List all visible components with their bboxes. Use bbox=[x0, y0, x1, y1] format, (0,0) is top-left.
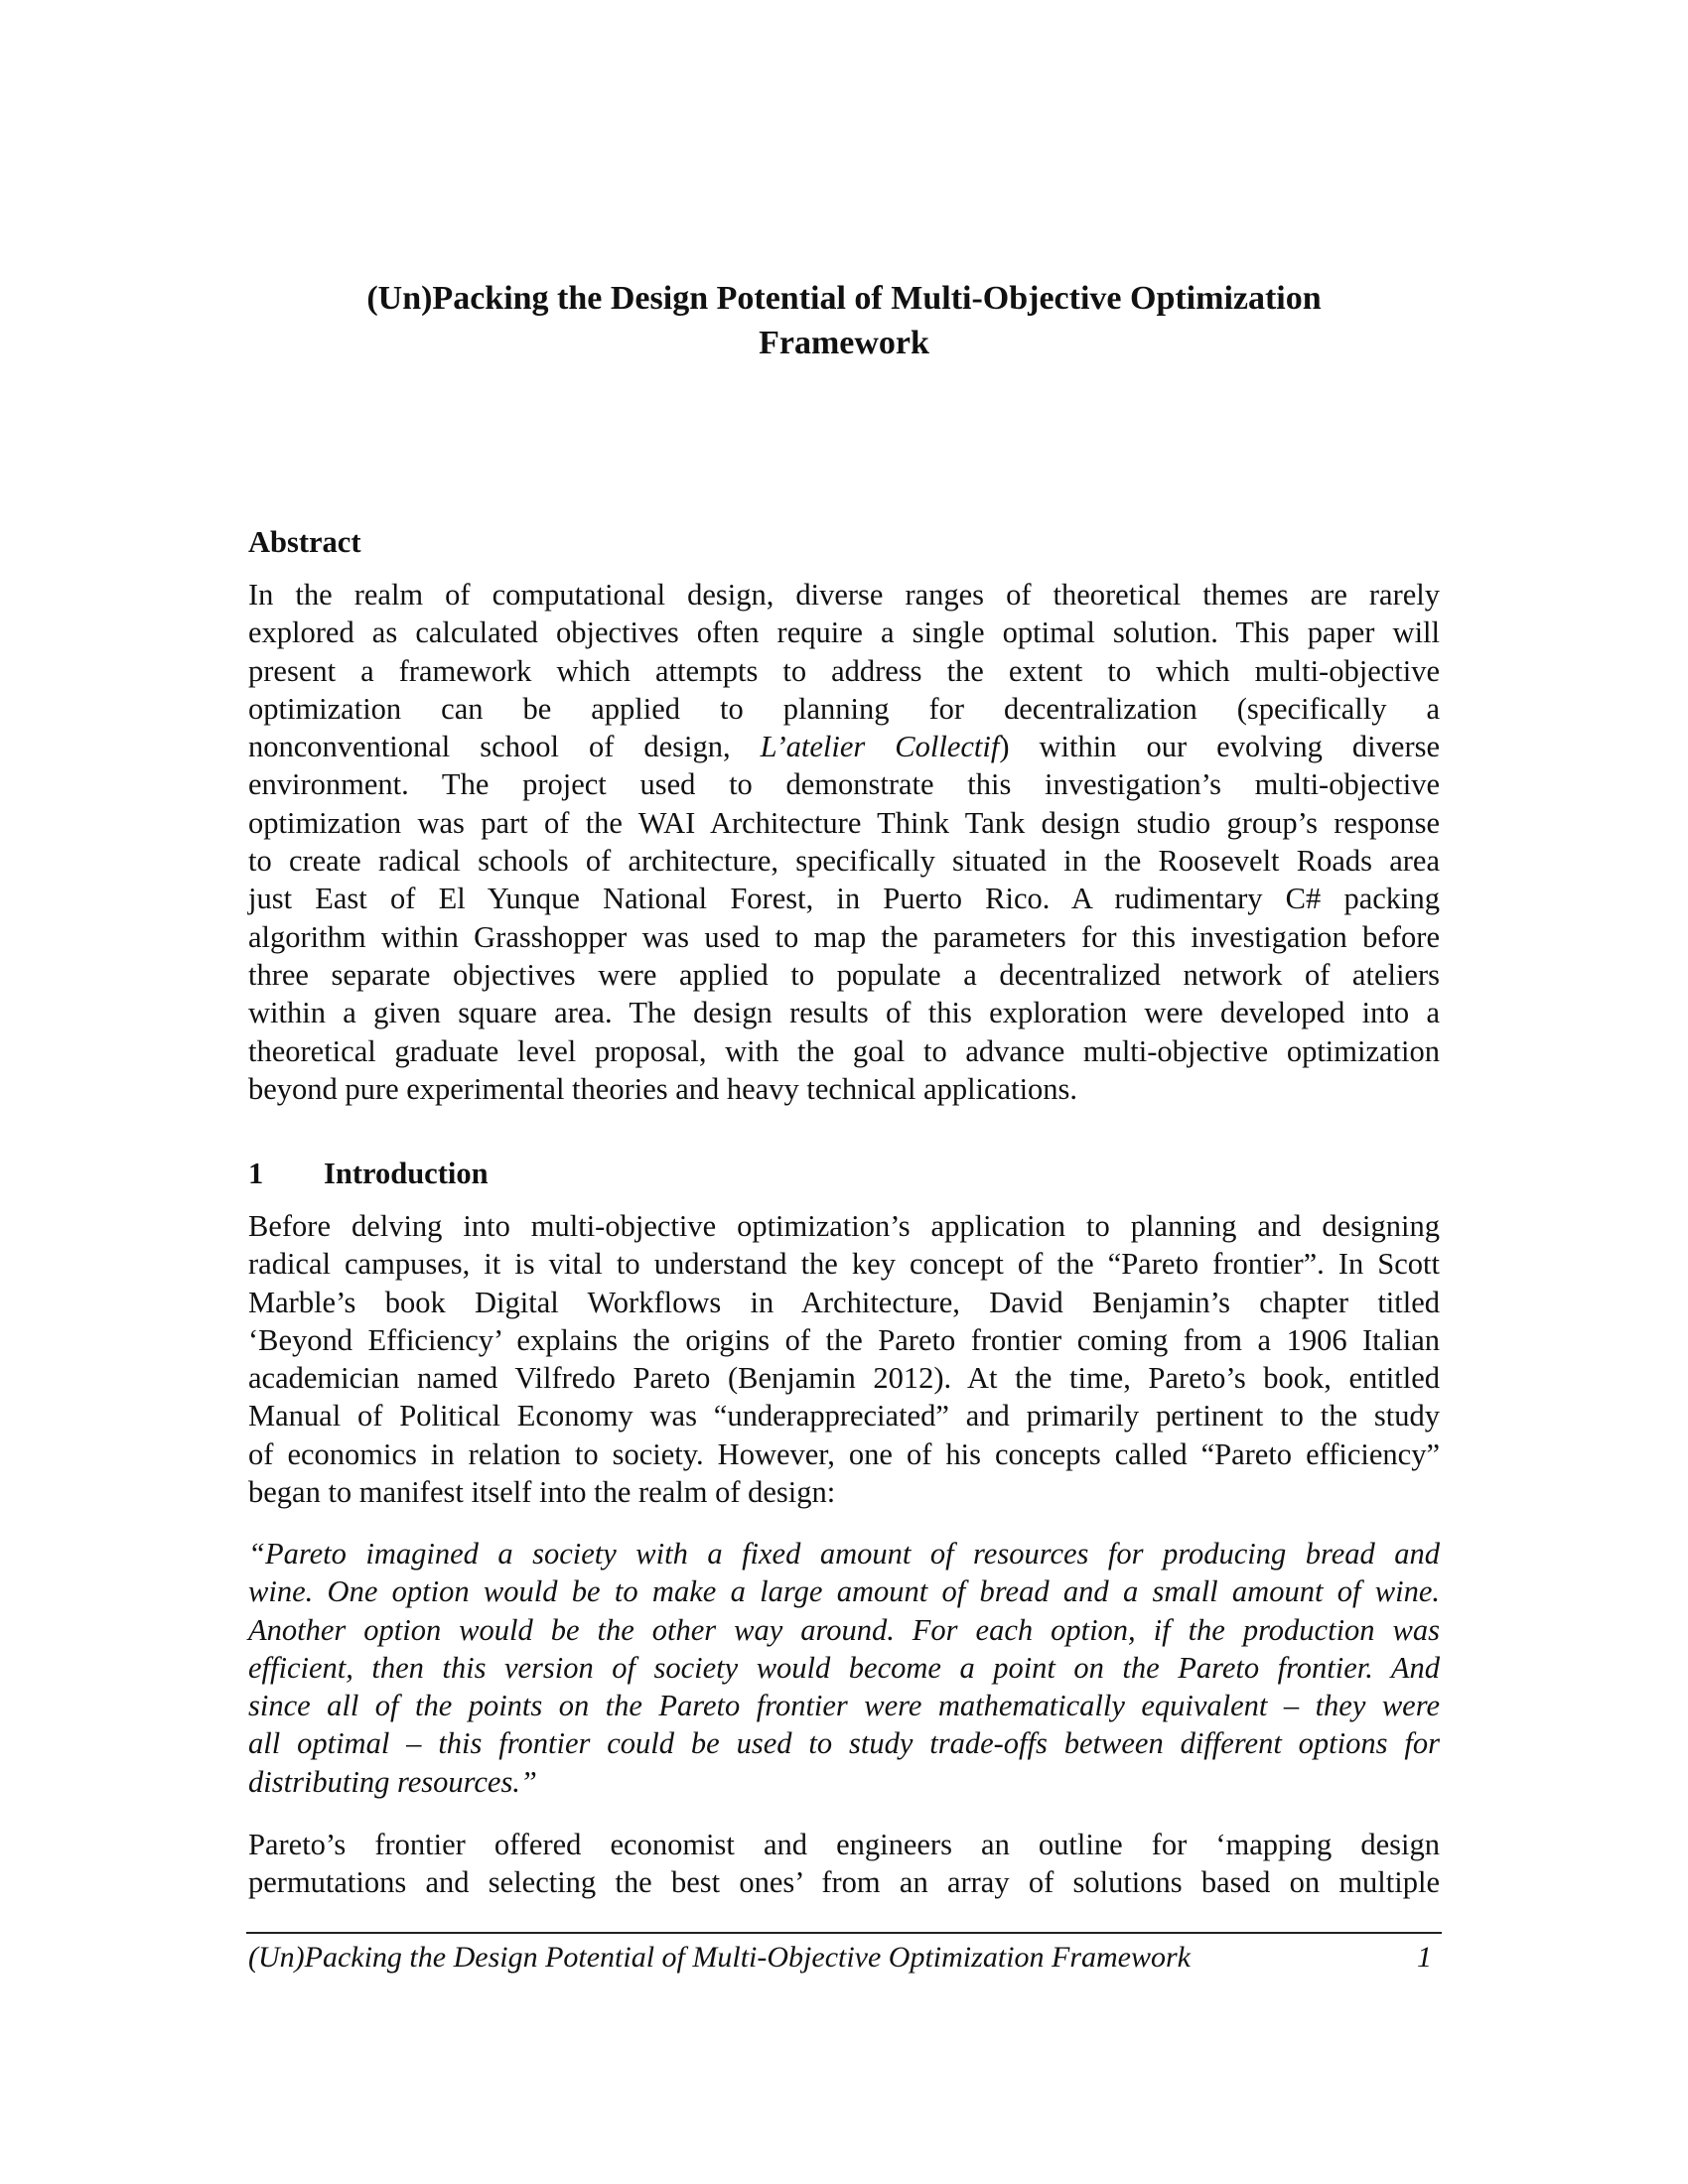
text-line: three separate objectives were applied to populate a decentralized network of ateliers bbox=[248, 957, 1440, 992]
quote-line: Another option would be the other way around. For each option, if the production was bbox=[248, 1612, 1440, 1647]
quote-line: distributing resources.” bbox=[248, 1764, 537, 1799]
text-line: In the realm of computational design, diverse ranges of theoretical themes are rarely bbox=[248, 578, 1440, 612]
text-line: Marble’s book Digital Workflows in Architecture, David Benjamin’s chapter titled bbox=[248, 1285, 1440, 1319]
quote-line: all optimal – this frontier could be used to study trade-offs between different options for bbox=[248, 1726, 1440, 1761]
quote-line: efficient, then this version of society would become a point on the Pareto frontier. And bbox=[248, 1650, 1440, 1685]
section-title: Introduction bbox=[324, 1157, 489, 1190]
text-line: within a given square area. The design results of this exploration were developed into a bbox=[248, 996, 1440, 1030]
page-number: 1 bbox=[1417, 1941, 1432, 1974]
text-line: optimization can be applied to planning for decentralization (specifically a bbox=[248, 691, 1440, 726]
text-line: just East of El Yunque National Forest, in Puerto Rico. A rudimentary C# packing bbox=[248, 882, 1440, 916]
quote-line: wine. One option would be to make a large amount of bread and a small amount of wine. bbox=[248, 1574, 1440, 1609]
paper-title-line: (Un)Packing the Design Potential of Multi-Objective Optimization bbox=[366, 280, 1322, 317]
text-line: academician named Vilfredo Pareto (Benjamin 2012). At the time, Pareto’s book, entitled bbox=[248, 1361, 1440, 1396]
text-line: nonconventional school of design, L’atelier Collectif) within our evolving diverse bbox=[248, 730, 1441, 764]
text-line: began to manifest itself into the realm of design: bbox=[248, 1475, 836, 1510]
text-line: Before delving into multi-objective optimization’s application to planning and designing bbox=[248, 1209, 1440, 1243]
text-line: ‘Beyond Efficiency’ explains the origins of the Pareto frontier coming from a 1906 Italian bbox=[248, 1322, 1440, 1357]
text-line: Manual of Political Economy was “underappreciated” and primarily pertinent to the study bbox=[248, 1399, 1440, 1433]
page-footer bbox=[248, 1938, 1440, 1978]
text-line: present a framework which attempts to address the extent to which multi-objective bbox=[248, 653, 1440, 688]
introduction-paragraph bbox=[248, 1826, 1440, 1902]
running-title: (Un)Packing the Design Potential of Multi-Objective Optimization Framework bbox=[248, 1941, 1191, 1974]
text-line: radical campuses, it is vital to understand the key concept of the “Pareto frontier”. In Scott bbox=[248, 1247, 1440, 1282]
paper-title-line: Framework bbox=[759, 325, 929, 361]
text-line: algorithm within Grasshopper was used to map the parameters for this investigation before bbox=[248, 919, 1440, 954]
block-quote bbox=[248, 1535, 1440, 1801]
section-heading-introduction bbox=[248, 1155, 1440, 1192]
text-line: explored as calculated objectives often require a single optimal solution. This paper will bbox=[248, 615, 1440, 650]
paper-title bbox=[248, 276, 1440, 365]
introduction-paragraph bbox=[248, 1207, 1440, 1511]
abstract-heading: Abstract bbox=[248, 525, 361, 559]
abstract-body bbox=[248, 576, 1440, 1108]
text-line: of economics in relation to society. However, one of his concepts called “Pareto efficiency” bbox=[248, 1436, 1440, 1471]
school-name: L’atelier Collectif bbox=[760, 730, 1000, 764]
text-line: to create radical schools of architecture, specifically situated in the Roosevelt Roads area bbox=[248, 844, 1440, 879]
text-line: theoretical graduate level proposal, with the goal to advance multi-objective optimization bbox=[248, 1033, 1440, 1068]
text-line: permutations and selecting the best ones’ from an array of solutions based on multiple bbox=[248, 1865, 1440, 1900]
quote-line: since all of the points on the Pareto frontier were mathematically equivalent – they were bbox=[248, 1689, 1440, 1723]
text-line: Pareto’s frontier offered economist and engineers an outline for ‘mapping design bbox=[248, 1828, 1440, 1861]
text-line: optimization was part of the WAI Architecture Think Tank design studio group’s response bbox=[248, 805, 1440, 840]
footer-divider bbox=[246, 1932, 1442, 1934]
section-number: 1 bbox=[248, 1157, 264, 1190]
quote-line: “Pareto imagined a society with a fixed amount of resources for producing bread and bbox=[248, 1537, 1440, 1570]
text-line: beyond pure experimental theories and heavy technical applications. bbox=[248, 1071, 1078, 1106]
text-line: environment. The project used to demonstrate this investigation’s multi-objective bbox=[248, 767, 1440, 802]
